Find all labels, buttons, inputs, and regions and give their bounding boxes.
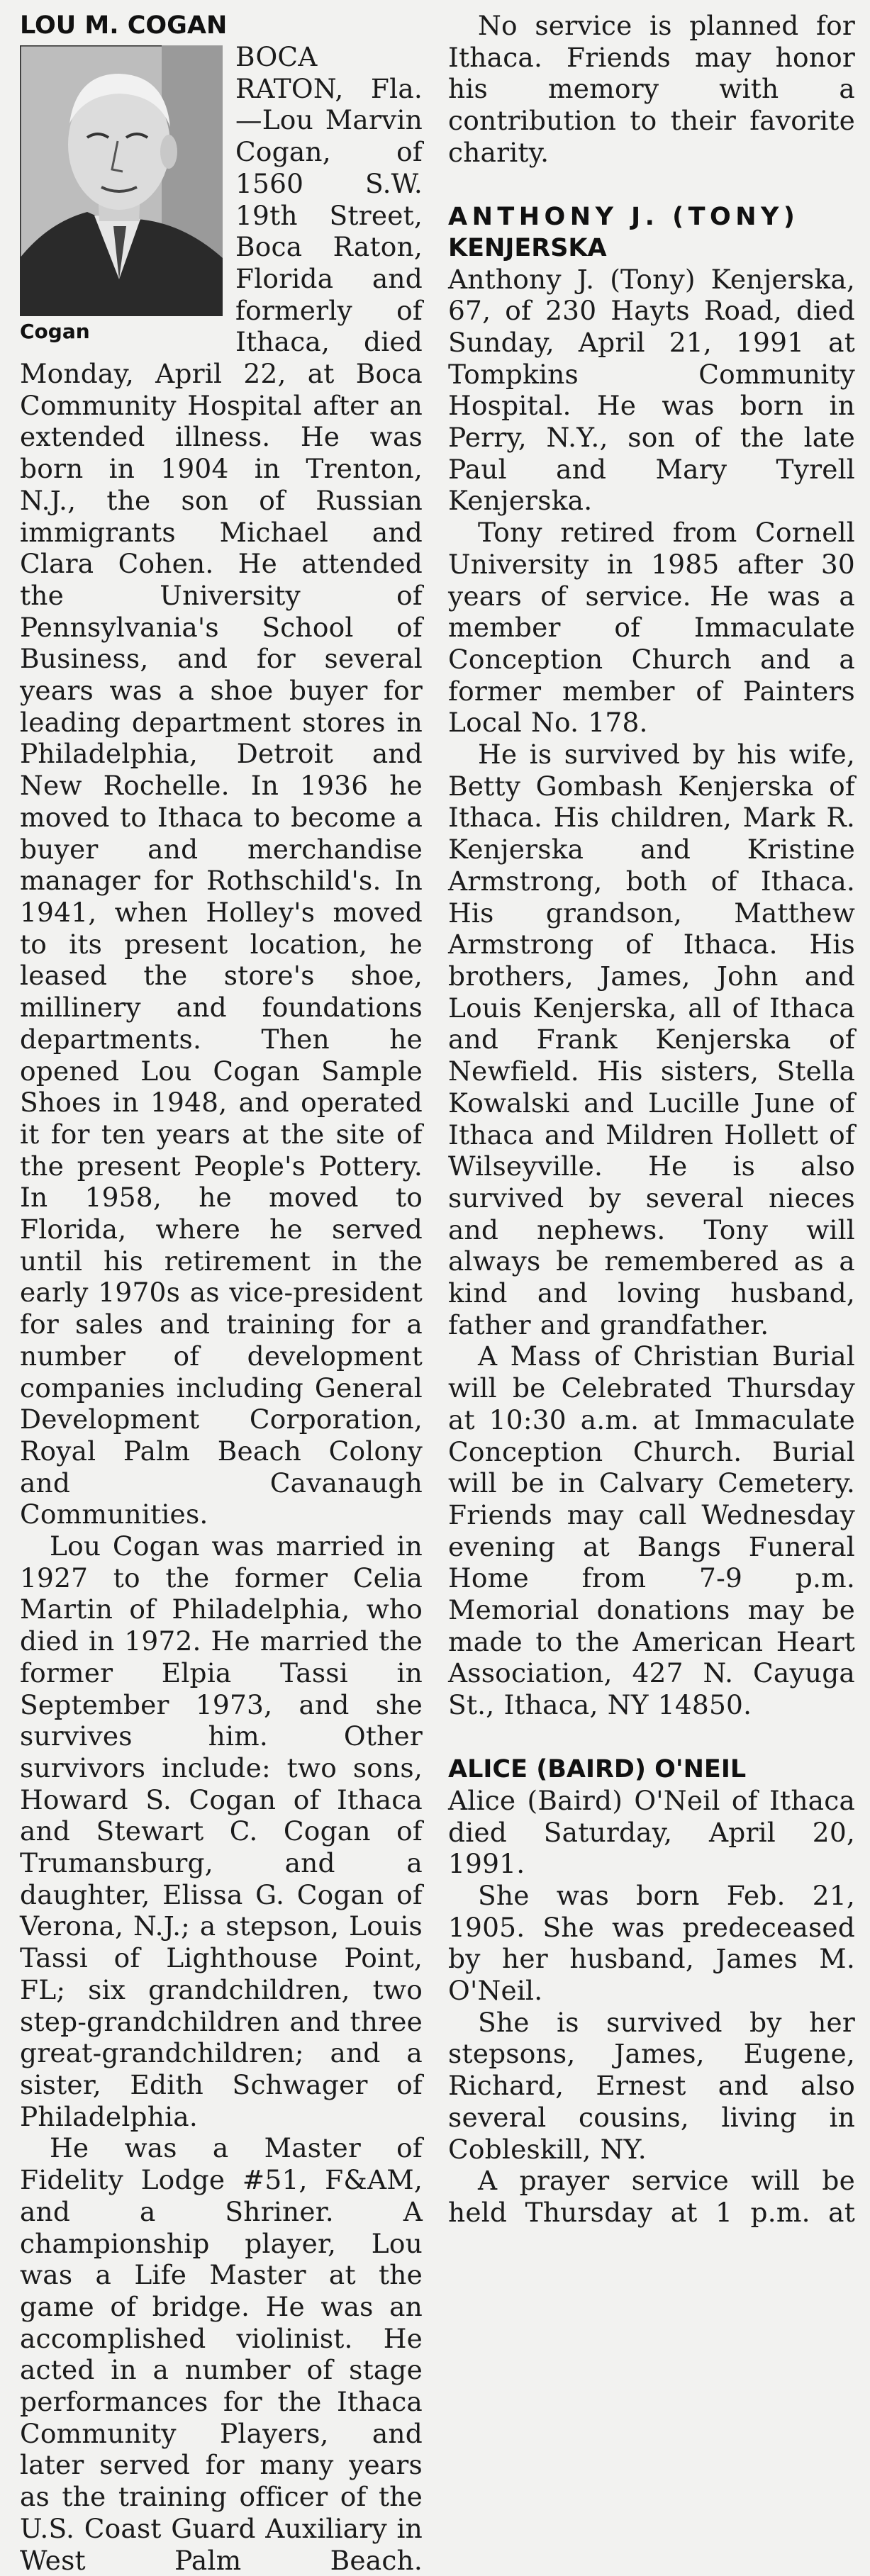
obituary-headline-kenjerska-line1: ANTHONY J. (TONY) xyxy=(448,202,800,231)
obituary-paragraph: He is survived by his wife, Betty Gombash Kenjerska of Ithaca. His children, Mark R. Kenjerska and Kristine Armstrong, both of Ithaca. His grandson, Matthew Armstrong of Ithaca. His brothers, James, John and Louis Kenjerska, all of Ithaca and Frank Kenjerska of Newfield. His sisters, Stella Kowalski and Lucille June of Ithaca and Mildren Hollett of Wilseyville. He is also survived by several nieces and nephews. Tony will always be remembered as a kind and loving husband, father and grandfather. xyxy=(448,739,855,1340)
obituary-paragraph: She is survived by her stepsons, James, Eugene, Richard, Ernest and also several cousins, living in Cobleskill, NY. xyxy=(448,2006,855,2165)
obituary-paragraph: No service is planned for Ithaca. Friends may honor his memory with a contribution to their favorite charity. xyxy=(448,10,855,168)
obituary-paragraph: Tony retired from Cornell University in 1985 after 30 years of service. He was a member of Immaculate Conception Church and a former member of Painters Local No. 178. xyxy=(448,517,855,739)
obituary-paragraph: He was a Master of Fidelity Lodge #51, F&AM, and a Shriner. A championship player, Lou was a Life Master at the game of bridge. He was an accomplished violinist. He acted in a number of stage performances for the Ithaca Community Players, and later served for many years as the training officer of the U.S. Coast Guard Auxiliary in West Palm Beach. xyxy=(20,2132,423,2576)
obituary-paragraph: A prayer service will be held Thursday at 1 p.m. at xyxy=(448,2165,855,2228)
left-column xyxy=(20,10,423,2576)
obituary-headline-cogan: LOU M. COGAN xyxy=(20,11,228,40)
section-gap xyxy=(448,1721,855,1754)
portrait-photo-block xyxy=(20,45,223,347)
obituary-paragraph: BOCA RATON, Fla.—Lou Marvin Cogan, of 1560 S.W. 19th Street, Boca Raton, Florida and formerly of Ithaca, died Monday, April 22, at Boca Community Hospital after an extended illness. He was born in 1904 in Trenton, N.J., the son of Russian immigrants Michael and Clara Cohen. He attended the University of Pennsylvania's School of Business, and for several years was a shoe buyer for leading department stores in Philadelphia, Detroit and New Rochelle. In 1936 he moved to Ithaca to become a buyer and merchandise manager for Rothschild's. In 1941, when Holley's moved to its present location, he leased the store's shoe, millinery and foundations departments. Then he opened Lou Cogan Sample Shoes in 1948, and operated it for ten years at the site of the present People's Pottery. In 1958, he moved to Florida, where he served until his retirement in the early 1970s as vice-president for sales and training for a number of development companies including General Development Corporation, Royal Palm Beach Colony and Cavanaugh Communities. xyxy=(20,41,423,1530)
obituary-headline-oneil: ALICE (BAIRD) O'NEIL xyxy=(448,1754,747,1783)
photo-caption: Cogan xyxy=(20,320,90,343)
obituary-headline-kenjerska-line2: KENJERSKA xyxy=(448,233,607,262)
portrait-photo-cogan xyxy=(20,45,223,316)
section-gap xyxy=(448,169,855,201)
obituary-paragraph: A Mass of Christian Burial will be Celebrated Thursday at 10:30 a.m. at Immaculate Conception Church. Burial will be in Calvary Cemetery. Friends may call Wednesday evening at Bangs Funeral Home from 7-9 p.m. Memorial donations may be made to the American Heart Association, 427 N. Cayuga St., Ithaca, NY 14850. xyxy=(448,1340,855,1721)
obituary-paragraph: Alice (Baird) O'Neil of Ithaca died Saturday, April 20, 1991. xyxy=(448,1784,855,1880)
obituary-paragraph: She was born Feb. 21, 1905. She was predeceased by her husband, James M. O'Neil. xyxy=(448,1879,855,2007)
obituary-paragraph: Anthony J. (Tony) Kenjerska, 67, of 230 Hayts Road, died Sunday, April 21, 1991 at Tompkins Community Hospital. He was born in Perry, N.Y., son of the late Paul and Mary Tyrell Kenjerska. xyxy=(448,263,855,517)
right-column xyxy=(448,10,855,2229)
obituary-paragraph: Lou Cogan was married in 1927 to the former Celia Martin of Philadelphia, who died in 1972. He married the former Elpia Tassi in September 1973, and she survives him. Other survivors include: two sons, Howard S. Cogan of Ithaca and Stewart C. Cogan of Trumansburg, and a daughter, Elissa G. Cogan of Verona, N.J.; a stepson, Louis Tassi of Lighthouse Point, FL; six grandchildren, two step-grandchildren and three great-grandchildren; and a sister, Edith Schwager of Philadelphia. xyxy=(20,1530,423,2132)
